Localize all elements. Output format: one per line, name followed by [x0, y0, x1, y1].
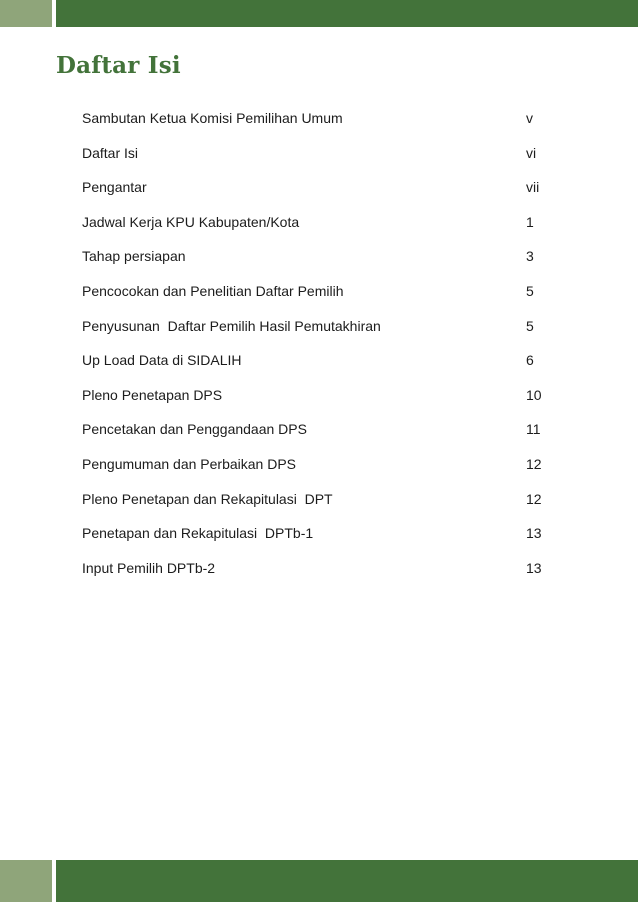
- toc-entry[interactable]: [82, 523, 552, 558]
- page-title: Daftar Isi: [56, 52, 181, 79]
- toc-entry[interactable]: [82, 419, 552, 454]
- footer-band-dark: [56, 860, 638, 906]
- toc-entry-page: 11: [526, 421, 541, 438]
- header-band: [0, 0, 638, 27]
- toc-entry-label: Pengantar: [82, 179, 147, 196]
- toc-entry-label: Sambutan Ketua Komisi Pemilihan Umum: [82, 110, 343, 126]
- footer-band-light: [0, 860, 52, 906]
- toc-entry[interactable]: [82, 177, 552, 212]
- footer-band: [0, 860, 638, 906]
- toc-entry-page: vi: [526, 144, 537, 161]
- toc-entry[interactable]: [82, 246, 552, 281]
- toc-entry-page: 12: [526, 490, 542, 507]
- toc-entry[interactable]: [82, 385, 552, 420]
- toc-entry-page: vii: [526, 179, 540, 196]
- toc-entry-label: Jadwal Kerja KPU Kabupaten/Kota: [82, 213, 300, 230]
- toc-entry-label: Pencocokan dan Penelitian Daftar Pemilih: [82, 282, 344, 299]
- toc-entry-label: Pleno Penetapan DPS: [82, 386, 223, 403]
- toc-entry-label: Daftar Isi: [82, 144, 139, 161]
- toc-entry-label: Input Pemilih DPTb-2: [82, 559, 216, 576]
- toc-entry[interactable]: [82, 143, 552, 178]
- toc-entry-page: 13: [526, 559, 542, 576]
- toc-entry-page: 5: [526, 282, 534, 299]
- toc-entry-page: 6: [526, 352, 534, 369]
- toc-entry-page: 13: [526, 525, 542, 542]
- toc-entry-page: 3: [526, 248, 534, 265]
- toc-entry[interactable]: [82, 212, 552, 247]
- toc-entry-label: Pencetakan dan Penggandaan DPS: [82, 421, 307, 438]
- header-band-dark: [56, 0, 638, 27]
- toc-entry-label: Penetapan dan Rekapitulasi DPTb-1: [82, 525, 314, 542]
- header-band-light: [0, 0, 52, 27]
- toc-entry[interactable]: [82, 350, 552, 385]
- toc-entry-page: 10: [526, 386, 542, 403]
- toc-entry-label: Penyusunan Daftar Pemilih Hasil Pemutakhiran: [82, 317, 381, 334]
- toc-entry[interactable]: [82, 454, 552, 489]
- toc-entry[interactable]: [82, 489, 552, 524]
- toc-entry-page: 12: [526, 455, 542, 472]
- toc-entry-label: Pengumuman dan Perbaikan DPS: [82, 455, 297, 472]
- table-of-contents: [82, 108, 552, 592]
- toc-entry-page: v: [526, 110, 533, 126]
- toc-entry-label: Pleno Penetapan dan Rekapitulasi DPT: [82, 490, 333, 507]
- toc-entry[interactable]: [82, 316, 552, 351]
- toc-entry[interactable]: [82, 108, 552, 143]
- toc-entry[interactable]: [82, 558, 552, 593]
- toc-entry-page: 1: [526, 213, 534, 230]
- toc-entry[interactable]: [82, 281, 552, 316]
- toc-entry-page: 5: [526, 317, 534, 334]
- toc-entry-label: Tahap persiapan: [82, 248, 186, 265]
- toc-entry-label: Up Load Data di SIDALIH: [82, 352, 242, 369]
